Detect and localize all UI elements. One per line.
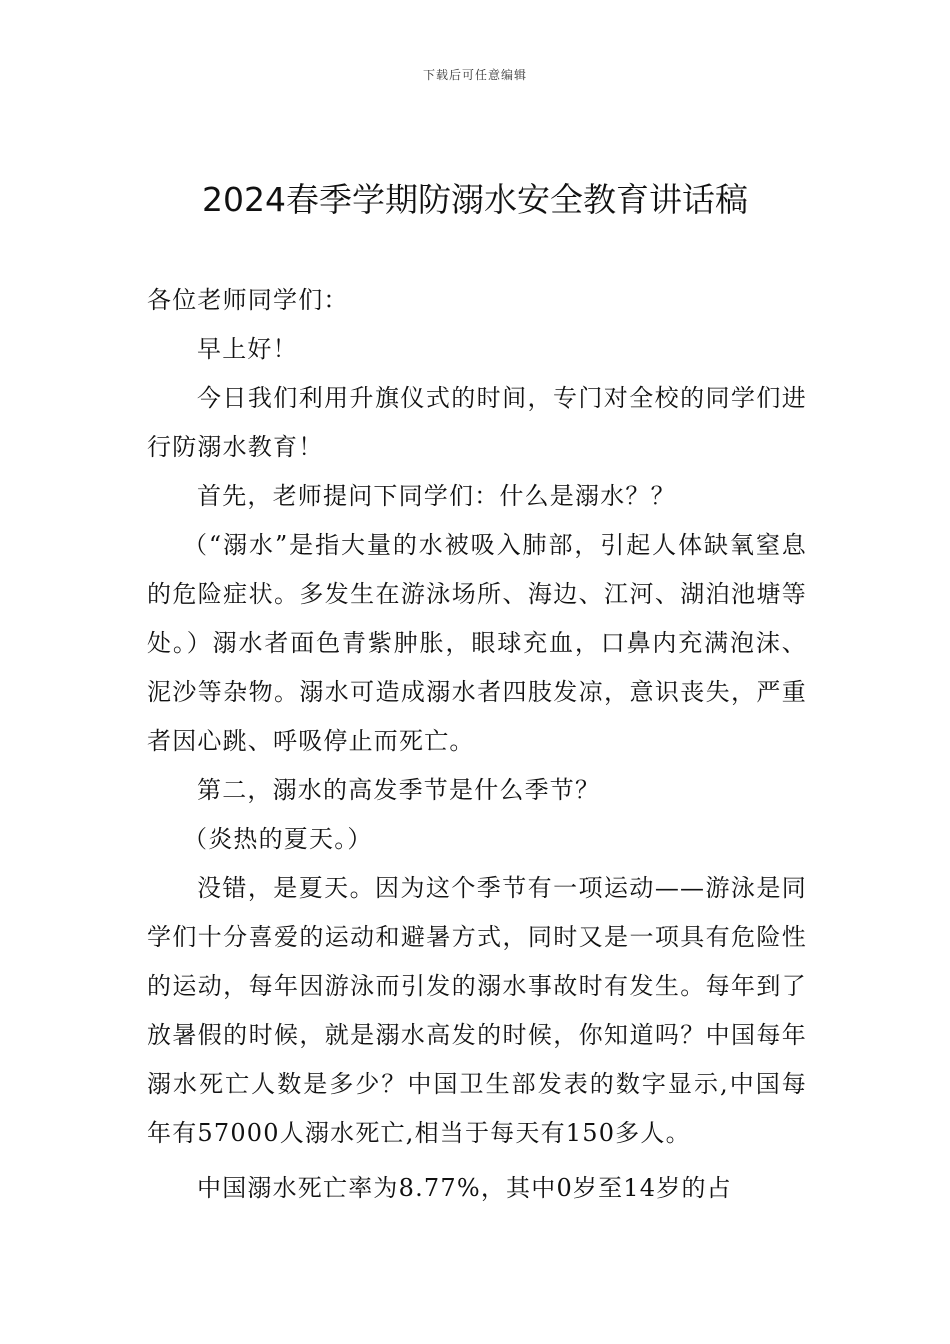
paragraph-question-2: 第二，溺水的高发季节是什么季节？ [197, 776, 601, 804]
salutation: 各位老师同学们： [147, 286, 349, 314]
paragraph-statistics: 中国溺水死亡率为8.77%，其中0岁至14岁的占 [197, 1174, 732, 1202]
header-note: 下载后可任意编辑 [422, 68, 527, 82]
paragraph-definition: （“溺水”是指大量的水被吸入肺部，引起人体缺氧窒息的危险症状。多发生在游泳场所、海边、江河、湖泊池塘等处。）溺水者面色青紫肿胀，眼球充血，口鼻内充满泡沫、泥沙等杂物。溺水可造成溺水者四肢发凉，意识丧失，严重者因心跳、呼吸停止而死亡。 [147, 531, 807, 755]
document-body [147, 276, 807, 1213]
paragraph-question-1: 首先，老师提问下同学们：什么是溺水？？ [197, 482, 676, 510]
document-title: 2024春季学期防溺水安全教育讲话稿 [202, 180, 748, 219]
paragraph-answer-2: （炎热的夏天。） [183, 825, 373, 853]
greeting: 早上好！ [197, 335, 298, 363]
paragraph-summer: 没错，是夏天。因为这个季节有一项运动——游泳是同学们十分喜爱的运动和避暑方式，同时又是一项具有危险性的运动，每年因游泳而引发的溺水事故时有发生。每年到了放暑假的时候，就是溺水高发的时候，你知道吗？中国每年溺水死亡人数是多少？中国卫生部发表的数字显示,中国每年有57000人溺水死亡,相当于每天有150多人。 [147, 874, 807, 1147]
paragraph-intro: 今日我们利用升旗仪式的时间，专门对全校的同学们进行防溺水教育！ [147, 384, 807, 461]
